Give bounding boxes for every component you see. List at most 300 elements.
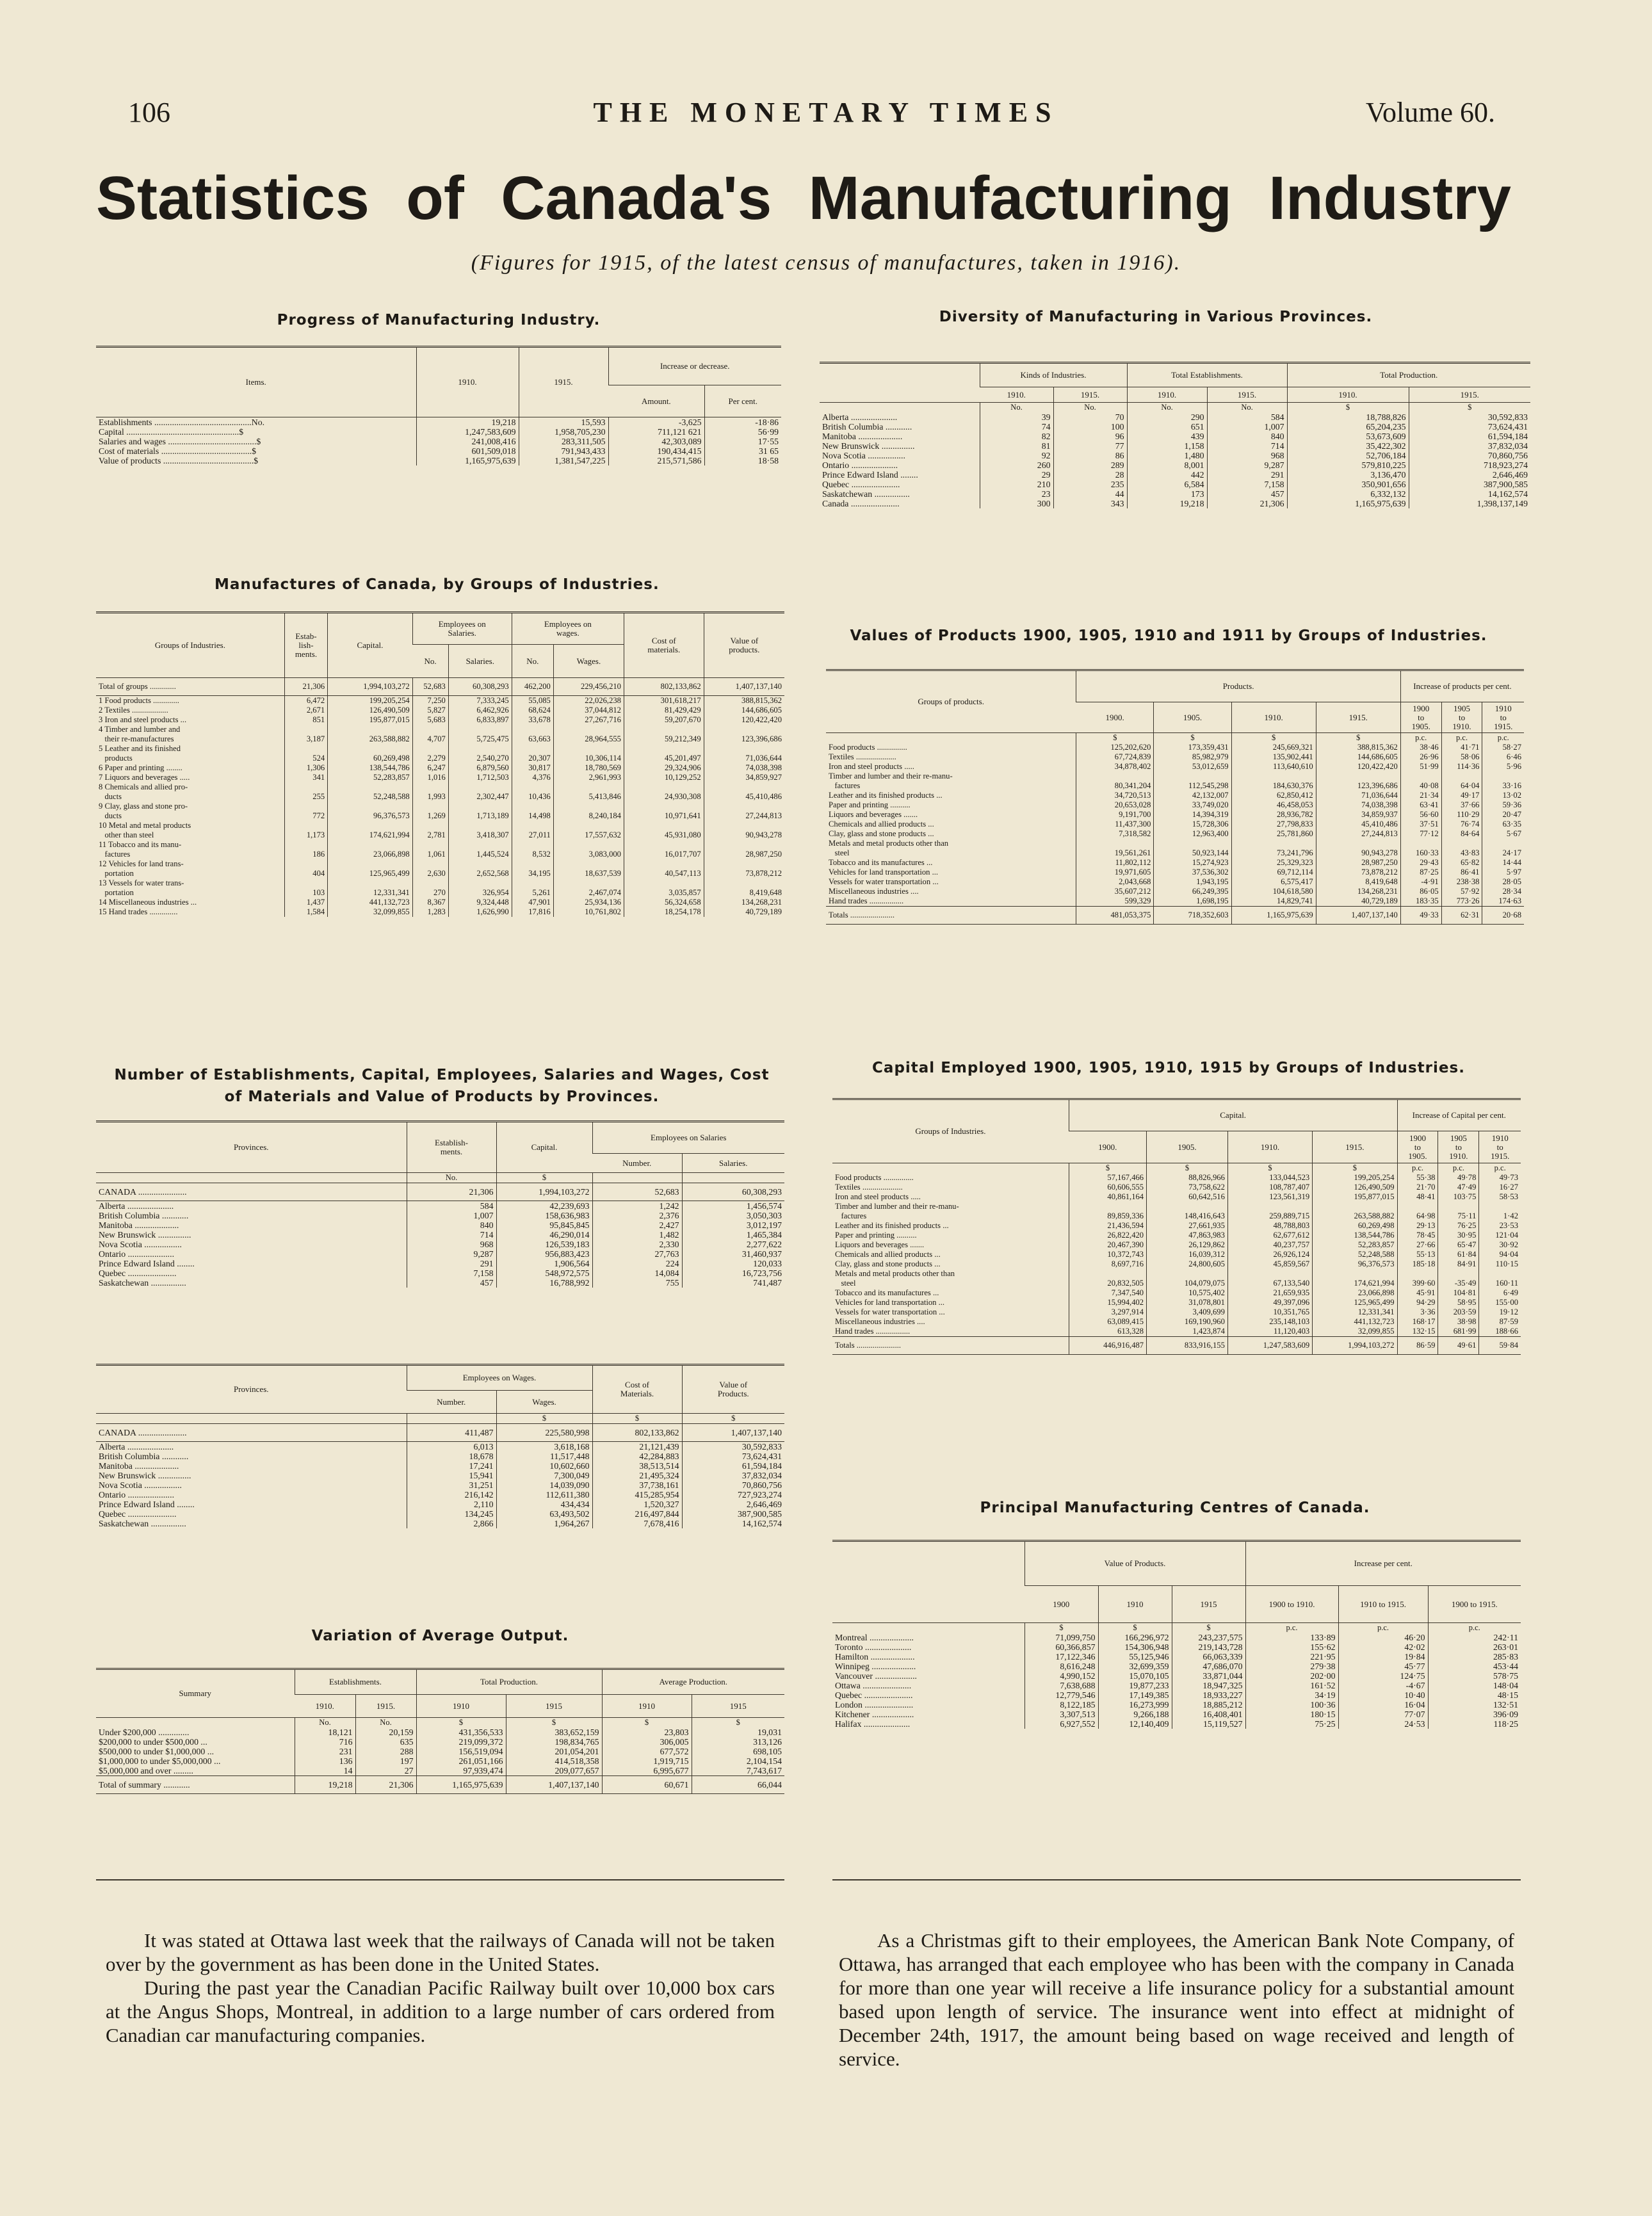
table-cell: 243,237,575 <box>1172 1633 1245 1642</box>
table-cell: 14,498 <box>512 802 553 821</box>
row-label: Paper and printing .......... <box>829 800 911 809</box>
table-cell: 34,878,402 <box>1076 762 1154 772</box>
table-row <box>96 1220 784 1230</box>
unit-label: p.c. <box>1479 1163 1521 1174</box>
table-cell: 168·17 <box>1397 1317 1438 1327</box>
table-cell: 38·46 <box>1400 743 1441 752</box>
col-salaries: Salaries. <box>682 1154 784 1173</box>
table-row <box>832 1662 1521 1671</box>
table-row <box>826 896 1524 907</box>
table-cell: 10,575,402 <box>1147 1288 1228 1298</box>
unit-label: $ <box>1316 733 1400 743</box>
table-cell: 411,487 <box>407 1424 496 1442</box>
table-cell: 155·00 <box>1479 1298 1521 1307</box>
table-cell: 13·02 <box>1482 791 1524 800</box>
table-cell: 67,724,839 <box>1076 752 1154 762</box>
table-cell: 1,007 <box>1207 422 1287 432</box>
col-i2: 1905 to 1910. <box>1438 1131 1479 1163</box>
table-cell: 6,879,560 <box>448 763 512 773</box>
table-cell: 69,712,114 <box>1231 868 1316 877</box>
table-cell: 41·71 <box>1441 743 1482 752</box>
row-label: Timber and lumber and their re-manu- factures <box>829 772 953 790</box>
table-row <box>826 829 1524 839</box>
unit-label: p.c. <box>1338 1623 1428 1633</box>
values-table-title: Values of Products 1900, 1905, 1910 and 1911 by Groups of Industries. <box>850 627 1487 644</box>
col-k1915: 1915. <box>1053 387 1127 403</box>
table-cell: 18·58 <box>704 456 781 465</box>
row-label: Ontario ..................... <box>822 460 898 470</box>
table-cell: 61·84 <box>1438 1250 1479 1259</box>
table-cell: 279·38 <box>1245 1662 1338 1671</box>
table-cell: 47,863,983 <box>1147 1231 1228 1240</box>
table-cell: 17,149,385 <box>1098 1690 1172 1700</box>
table-cell: 1,247,583,609 <box>416 427 519 437</box>
table-cell: 3·36 <box>1397 1307 1438 1317</box>
col-1910: 1910. <box>295 1695 355 1718</box>
row-label: Totals ...................... <box>826 907 1076 925</box>
table-cell: 27 <box>355 1766 416 1776</box>
table-cell: 263·01 <box>1428 1642 1521 1652</box>
table-cell: 174·63 <box>1482 896 1524 907</box>
table-cell: 5,683 <box>412 715 448 725</box>
table-cell: 34·19 <box>1245 1690 1338 1700</box>
table-cell: 63,493,502 <box>496 1509 592 1519</box>
table-row <box>832 1269 1521 1288</box>
table-cell: 231 <box>295 1747 355 1756</box>
table-cell: 2,781 <box>412 821 448 840</box>
article-paragraph: As a Christmas gift to their employees, the American Bank Note Company, of Ottawa, has arranged that each employee who has been with the company in Canada for more than one year will receive a life insurance policy for a substantial amount based upon length of service. The insurance went into effect at midnight of December 24th, 1917, the amount being based on wage received and length of service. <box>839 1929 1514 2070</box>
table-row <box>96 802 784 821</box>
table-cell: 27,244,813 <box>704 802 784 821</box>
table-cell: 34,859,927 <box>704 773 784 782</box>
table-cell: 1,007 <box>407 1211 496 1220</box>
table-cell: 60,671 <box>602 1776 692 1794</box>
table-cell: 270 <box>412 878 448 898</box>
table-cell: 40,547,113 <box>624 859 704 878</box>
col-1910: 1910 <box>602 1695 692 1718</box>
row-label: New Brunswick ............... <box>99 1471 191 1480</box>
table-row <box>96 840 784 859</box>
col-emp-wages: Employees on wages. <box>512 613 624 645</box>
table-cell: 1,173 <box>284 821 327 840</box>
table-cell: 73,878,212 <box>1316 868 1400 877</box>
table-cell: 63,663 <box>512 725 553 744</box>
table-cell: 15,593 <box>519 417 608 428</box>
table-cell: 62,850,412 <box>1231 791 1316 800</box>
table-row <box>96 1201 784 1211</box>
table-row <box>832 1183 1521 1192</box>
table-cell: 8,419,648 <box>704 878 784 898</box>
table-cell: 714 <box>1207 441 1287 451</box>
unit-label: p.c. <box>1400 733 1441 743</box>
table-row <box>826 907 1524 925</box>
col-no: No. <box>512 645 553 678</box>
table-row <box>96 1278 784 1288</box>
table-cell: 773·26 <box>1441 896 1482 907</box>
table-cell: 2,646,469 <box>682 1500 784 1509</box>
table-cell: 136 <box>295 1756 355 1766</box>
table-cell: 15,070,105 <box>1098 1671 1172 1681</box>
table-cell: 126,490,509 <box>328 706 413 715</box>
table-cell: 840 <box>407 1220 496 1230</box>
table-cell: 57,167,466 <box>1069 1173 1146 1183</box>
table-row <box>826 868 1524 877</box>
row-label: Hamilton .................... <box>835 1652 915 1662</box>
table-cell: 1,016 <box>412 773 448 782</box>
table-cell: 42,284,883 <box>592 1452 682 1461</box>
table-cell: 70 <box>1053 412 1127 422</box>
table-cell: 55·13 <box>1397 1250 1438 1259</box>
centres-rows <box>832 1623 1521 1729</box>
table-cell: 33,678 <box>512 715 553 725</box>
row-label: Ontario ..................... <box>99 1490 175 1500</box>
table-cell: 8,697,716 <box>1069 1259 1146 1269</box>
table-cell: 9,266,188 <box>1098 1710 1172 1719</box>
table-cell: 19,218 <box>1127 499 1207 508</box>
col-1910: 1910. <box>1231 702 1316 733</box>
row-label: Value of products .........................................$ <box>99 456 259 465</box>
table-cell: 2,277,622 <box>682 1240 784 1249</box>
col-average: Average Production. <box>602 1669 784 1695</box>
col-percent: Per cent. <box>704 385 781 417</box>
row-label: Chemicals and allied products ... <box>835 1250 941 1259</box>
table-cell: 1,445,524 <box>448 840 512 859</box>
unit-label: $ <box>1172 1623 1245 1633</box>
table-cell: 161·52 <box>1245 1681 1338 1690</box>
table-cell: 20,467,390 <box>1069 1240 1146 1250</box>
table-cell: 180·15 <box>1245 1710 1338 1719</box>
table-cell: 132·51 <box>1428 1700 1521 1710</box>
table-row <box>826 839 1524 858</box>
col-items: Items. <box>96 347 416 417</box>
table-row <box>96 1442 784 1452</box>
row-label: Miscellaneous industries .... <box>829 887 919 896</box>
row-label: Clay, glass and stone products ... <box>829 829 934 838</box>
table-cell: 104,079,075 <box>1147 1269 1228 1288</box>
table-row <box>832 1719 1521 1729</box>
table-cell: 2,630 <box>412 859 448 878</box>
table-cell: 1,061 <box>412 840 448 859</box>
table-cell: 741,487 <box>682 1278 784 1288</box>
table-row <box>826 810 1524 820</box>
row-label: Manitoba .................... <box>99 1461 179 1471</box>
row-label: Salaries and wages ........................................$ <box>99 437 261 446</box>
table-row <box>832 1221 1521 1231</box>
unit-dollar: $ <box>602 1718 692 1728</box>
row-label: Totals ...................... <box>832 1337 1069 1355</box>
table-cell: 60,366,857 <box>1024 1642 1098 1652</box>
table-cell: 3,187 <box>284 725 327 744</box>
table-cell: 38·98 <box>1438 1317 1479 1327</box>
table-cell: 42,239,693 <box>496 1201 592 1211</box>
table-cell: 1,698,195 <box>1154 896 1231 907</box>
table-cell: 48·41 <box>1397 1192 1438 1202</box>
row-label: Kitchener ................... <box>835 1710 914 1719</box>
table-cell: 1,407,137,140 <box>1316 907 1400 925</box>
table-cell: 86·59 <box>1397 1337 1438 1355</box>
table-row <box>820 499 1530 508</box>
table-cell: 48,788,803 <box>1227 1221 1312 1231</box>
table-cell: 27,763 <box>592 1249 682 1259</box>
table-cell: 37,044,812 <box>553 706 624 715</box>
table-cell: 33·16 <box>1482 772 1524 791</box>
table-cell: 1,306 <box>284 763 327 773</box>
col-materials: Cost of materials. <box>624 613 704 678</box>
diversity-table-title: Diversity of Manufacturing in Various Provinces. <box>939 309 1373 325</box>
col-materials: Cost of Materials. <box>592 1365 682 1414</box>
unit-no: No. <box>1053 403 1127 413</box>
table-cell: 134,268,231 <box>1316 887 1400 896</box>
table-cell: 26,822,420 <box>1069 1231 1146 1240</box>
table-cell: 2,427 <box>592 1220 682 1230</box>
table-row <box>832 1337 1521 1355</box>
table-cell: 94·29 <box>1397 1298 1438 1307</box>
table-cell: 17·55 <box>704 437 781 446</box>
row-label: British Columbia ............ <box>99 1452 189 1461</box>
table-row <box>832 1681 1521 1690</box>
row-label: Halifax ..................... <box>835 1719 911 1729</box>
table-row <box>820 451 1530 460</box>
row-label: 5 Leather and its finished products <box>99 744 181 763</box>
unit-dollar: $ <box>416 1718 506 1728</box>
table-cell: 2,376 <box>592 1211 682 1220</box>
table-cell: 24,800,605 <box>1147 1259 1228 1269</box>
row-label: Vessels for water transportation ... <box>835 1307 945 1316</box>
table-cell: 10,351,765 <box>1227 1307 1312 1317</box>
table-row <box>96 1268 784 1278</box>
table-cell: 28 <box>1053 470 1127 480</box>
table-cell: 37,738,161 <box>592 1480 682 1490</box>
table-cell: 26·96 <box>1400 752 1441 762</box>
table-cell: 20,653,028 <box>1076 800 1154 810</box>
table-cell: 23,066,898 <box>328 840 413 859</box>
table-row <box>826 820 1524 829</box>
table-cell: 34,195 <box>512 859 553 878</box>
table-cell: 457 <box>1207 489 1287 499</box>
table-cell: 261,051,166 <box>416 1756 506 1766</box>
table-row <box>96 1490 784 1500</box>
table-cell: 4,707 <box>412 725 448 744</box>
table-cell: 1,626,990 <box>448 907 512 917</box>
table-cell: 5,261 <box>512 878 553 898</box>
unit-label: p.c. <box>1482 733 1524 743</box>
table-cell: 24·17 <box>1482 839 1524 858</box>
table-cell: 635 <box>355 1737 416 1747</box>
table-cell: 1,398,137,149 <box>1409 499 1530 508</box>
table-cell: 77·12 <box>1400 829 1441 839</box>
table-cell: 20·47 <box>1482 810 1524 820</box>
row-label: Cost of materials .........................................$ <box>99 446 257 456</box>
table-cell: 110·15 <box>1479 1259 1521 1269</box>
table-cell: 25,934,136 <box>553 898 624 907</box>
provinces-table-2 <box>96 1364 784 1528</box>
table-cell: 27,661,935 <box>1147 1221 1228 1231</box>
table-cell: 350,901,656 <box>1287 480 1409 489</box>
table-cell: 1,158 <box>1127 441 1207 451</box>
values-rows <box>826 733 1524 925</box>
row-label: Montreal .................... <box>835 1633 914 1642</box>
table-cell: 1,993 <box>412 782 448 802</box>
table-cell: 86·41 <box>1441 868 1482 877</box>
row-label: Nova Scotia ................. <box>99 1480 182 1490</box>
table-cell: 524 <box>284 744 327 763</box>
table-row <box>96 725 784 744</box>
table-row <box>826 752 1524 762</box>
row-label: Prince Edward Island ........ <box>99 1500 195 1509</box>
row-label: Leather and its finished products ... <box>835 1221 949 1230</box>
table-row <box>96 437 781 446</box>
table-cell: 28,987,250 <box>704 840 784 859</box>
table-cell: 19,877,233 <box>1098 1681 1172 1690</box>
table-cell: 103 <box>284 878 327 898</box>
centres-table <box>832 1540 1521 1729</box>
col-p1910: 1910. <box>1287 387 1409 403</box>
row-label: Winnipeg .................... <box>835 1662 916 1671</box>
unit-label: $ <box>1313 1163 1397 1174</box>
table-cell: 300 <box>980 499 1053 508</box>
table-cell: 14,829,741 <box>1231 896 1316 907</box>
table-cell: 47,901 <box>512 898 553 907</box>
table-cell: 19·12 <box>1479 1307 1521 1317</box>
table-cell: 224 <box>592 1259 682 1268</box>
table-cell: 67,133,540 <box>1227 1269 1312 1288</box>
table-row <box>832 1317 1521 1327</box>
table-cell: 37,832,034 <box>1409 441 1530 451</box>
table-cell: 1,906,564 <box>496 1259 592 1268</box>
table-cell: 126,539,183 <box>496 1240 592 1249</box>
table-cell: 25,329,323 <box>1231 858 1316 868</box>
output-table <box>96 1668 784 1794</box>
table-cell: 49·61 <box>1438 1337 1479 1355</box>
table-cell: 313,126 <box>692 1737 784 1747</box>
table-cell: 15,994,402 <box>1069 1298 1146 1307</box>
table-cell: 16,017,707 <box>624 840 704 859</box>
table-cell: 20·68 <box>1482 907 1524 925</box>
col-1910: 1910. <box>416 347 519 417</box>
table-cell: 30·92 <box>1479 1240 1521 1250</box>
table-cell: 59·84 <box>1479 1337 1521 1355</box>
table-row <box>96 1776 784 1794</box>
table-cell: 18,788,826 <box>1287 412 1409 422</box>
unit-label: p.c. <box>1245 1623 1338 1633</box>
table-cell: 16,273,999 <box>1098 1700 1172 1710</box>
table-cell: 677,572 <box>602 1747 692 1756</box>
table-cell: 3,050,303 <box>682 1211 784 1220</box>
table-cell: 681·99 <box>1438 1327 1479 1337</box>
table-cell: 1,520,327 <box>592 1500 682 1509</box>
table-cell: 19,218 <box>416 417 519 428</box>
table-cell: 7,318,582 <box>1076 829 1154 839</box>
table-cell: 718,352,603 <box>1154 907 1231 925</box>
col-emp-salaries: Employees on Salaries <box>592 1122 784 1154</box>
table-cell: 66,063,339 <box>1172 1652 1245 1662</box>
table-cell: 10,761,802 <box>553 907 624 917</box>
row-label: 4 Timber and lumber and their re-manufactures <box>99 725 181 743</box>
table-cell: 2,467,074 <box>553 878 624 898</box>
table-cell: 613,328 <box>1069 1327 1146 1337</box>
table-cell: 156,519,094 <box>416 1747 506 1756</box>
row-label: Food products ............... <box>829 743 907 752</box>
table-cell: 121·04 <box>1479 1231 1521 1240</box>
col-groups: Groups of Industries. <box>96 613 284 678</box>
table-cell: 148,416,643 <box>1147 1202 1228 1221</box>
table-cell: 27·66 <box>1397 1240 1438 1250</box>
unit-label: $ <box>1076 733 1154 743</box>
table-cell: 40,861,164 <box>1069 1192 1146 1202</box>
table-row <box>96 456 781 465</box>
table-cell: 49,397,096 <box>1227 1298 1312 1307</box>
table-cell: 6,995,677 <box>602 1766 692 1776</box>
table-cell <box>832 1163 1069 1174</box>
table-cell: 63,089,415 <box>1069 1317 1146 1327</box>
table-cell: 27,244,813 <box>1316 829 1400 839</box>
table-row <box>96 715 784 725</box>
table-cell: 238·38 <box>1441 877 1482 887</box>
table-row <box>832 1327 1521 1337</box>
col-i2: 1910 to 1915. <box>1338 1586 1428 1623</box>
table-cell: 90,943,278 <box>1316 839 1400 858</box>
table-cell: 18,121 <box>295 1727 355 1737</box>
col-estab: Estab- lish- ments. <box>284 613 327 678</box>
table-cell: 144,686,605 <box>704 706 784 715</box>
table-cell: 134,245 <box>407 1509 496 1519</box>
table-cell: 53,012,659 <box>1154 762 1231 772</box>
table-cell: 27,267,716 <box>553 715 624 725</box>
col-groups-industries: Groups of Industries. <box>832 1099 1069 1163</box>
col-wages: Wages. <box>553 645 624 678</box>
table-cell: 3,012,197 <box>682 1220 784 1230</box>
values-table <box>826 669 1524 925</box>
row-label: Hand trades ................. <box>835 1327 911 1336</box>
table-cell: 52,706,184 <box>1287 451 1409 460</box>
table-cell: 46,290,014 <box>496 1230 592 1240</box>
row-label: Quebec ...................... <box>835 1690 913 1700</box>
table-cell: 14 <box>295 1766 355 1776</box>
table-cell: 10,129,252 <box>624 773 704 782</box>
col-establishments: Total Establishments. <box>1127 363 1287 387</box>
provinces-rows-1 <box>96 1183 784 1288</box>
table-cell: 1,919,715 <box>602 1756 692 1766</box>
table-cell: 73,878,212 <box>704 859 784 878</box>
table-cell: 579,810,225 <box>1287 460 1409 470</box>
row-label: Paper and printing .......... <box>835 1231 917 1240</box>
table-cell: 89,859,336 <box>1069 1202 1146 1221</box>
row-label: Textiles .................... <box>829 752 896 761</box>
table-cell: 5·96 <box>1482 762 1524 772</box>
row-label: 12 Vehicles for land trans- portation <box>99 859 184 878</box>
table-cell: 56·60 <box>1400 810 1441 820</box>
table-row <box>832 1202 1521 1221</box>
table-cell: 104·81 <box>1438 1288 1479 1298</box>
table-cell: 155·62 <box>1245 1642 1338 1652</box>
table-cell: 7,158 <box>407 1268 496 1278</box>
col-emp-salaries: Employees on Salaries. <box>412 613 512 645</box>
table-cell: 17,122,346 <box>1024 1652 1098 1662</box>
unit-no: No. <box>980 403 1053 413</box>
table-cell: 50,923,144 <box>1154 839 1231 858</box>
table-cell: 343 <box>1053 499 1127 508</box>
table-cell: 66,044 <box>692 1776 784 1794</box>
row-label: Iron and steel products ..... <box>829 762 914 771</box>
table-row <box>826 772 1524 791</box>
row-label: Chemicals and allied products ... <box>829 820 934 829</box>
table-cell: 52,248,588 <box>328 782 413 802</box>
table-row <box>832 1700 1521 1710</box>
table-row <box>96 417 781 428</box>
table-cell: 229,456,210 <box>553 678 624 696</box>
row-label: 1 Food products ............. <box>99 696 179 705</box>
table-cell: 66,249,395 <box>1154 887 1231 896</box>
